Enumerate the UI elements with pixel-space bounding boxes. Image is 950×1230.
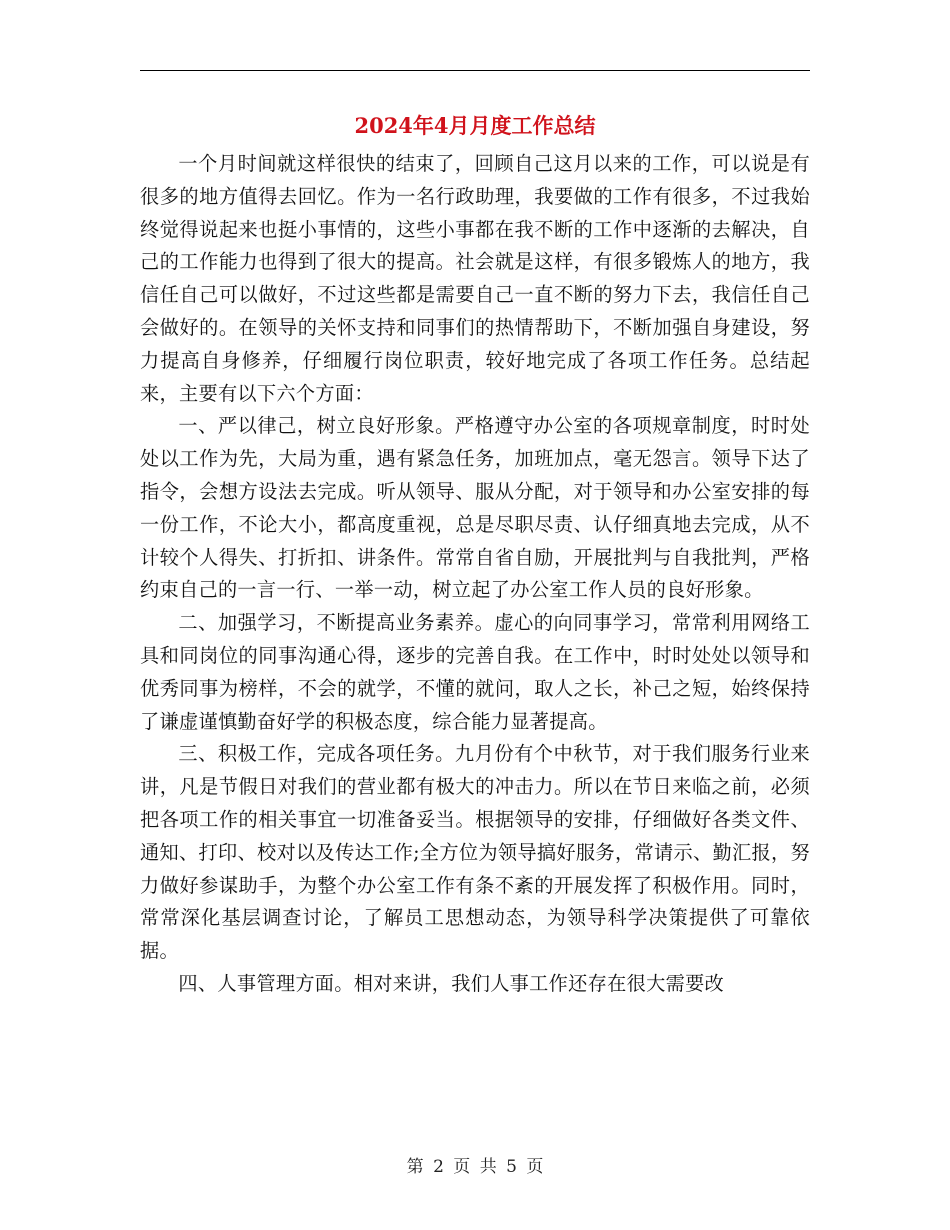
header-rule <box>140 70 810 71</box>
document-title: 2024年4月月度工作总结 <box>354 113 596 138</box>
paragraph-3: 三、积极工作，完成各项任务。九月份有个中秋节，对于我们服务行业来讲，凡是节假日对我们的营业都有极大的冲击力。所以在节日来临之前，必须把各项工作的相关事宜一切准备妥当。根据领导的安排，仔细做好各类文件、通知、打印、校对以及传达工作;全方位为领导搞好服务，常请示、勤汇报，努力做好参谋助手，为整个办公室工作有条不紊的开展发挥了积极作用。同时，常常深化基层调查讨论，了解员工思想动态，为领导科学决策提供了可靠依据。 <box>140 742 810 963</box>
page-number: 第 2 页 共 5 页 <box>406 1157 544 1177</box>
paragraph-2: 二、加强学习，不断提高业务素养。虚心的向同事学习，常常利用网络工具和同岗位的同事沟通心得，逐步的完善自我。在工作中，时时处处以领导和优秀同事为榜样，不会的就学，不懂的就问，取人之长，补己之短，始终保持了谦虚谨慎勤奋好学的积极态度，综合能力显著提高。 <box>140 611 810 733</box>
paragraph-intro: 一个月时间就这样很快的结束了，回顾自己这月以来的工作，可以说是有很多的地方值得去回忆。作为一名行政助理，我要做的工作有很多，不过我始终觉得说起来也挺小事情的，这些小事都在我不断的工作中逐渐的去解决，自己的工作能力也得到了很大的提高。社会就是这样，有很多锻炼人的地方，我信任自己可以做好，不过这些都是需要自己一直不断的努力下去，我信任自己会做好的。在领导的关怀支持和同事们的热情帮助下，不断加强自身建设，努力提高自身修养，仔细履行岗位职责，较好地完成了各项工作任务。总结起来，主要有以下六个方面： <box>140 152 810 405</box>
paragraph-4: 四、人事管理方面。相对来讲，我们人事工作还存在很大需要改 <box>178 971 725 995</box>
document-body <box>140 148 810 1001</box>
paragraph-1: 一、严以律己，树立良好形象。严格遵守办公室的各项规章制度，时时处处以工作为先，大局为重，遇有紧急任务，加班加点，毫无怨言。领导下达了指令，会想方设法去完成。听从领导、服从分配，对于领导和办公室安排的每一份工作，不论大小，都高度重视，总是尽职尽责、认仔细真地去完成，从不计较个人得失、打折扣、讲条件。常常自省自励，开展批判与自我批判，严格约束自己的一言一行、一举一动，树立起了办公室工作人员的良好形象。 <box>140 414 810 602</box>
